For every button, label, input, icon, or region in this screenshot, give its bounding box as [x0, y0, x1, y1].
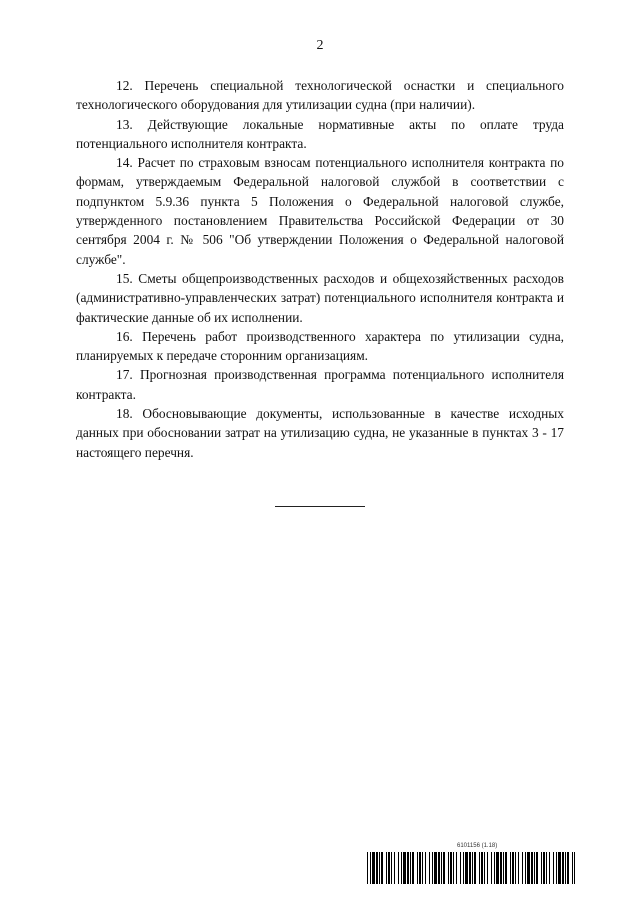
barcode-block [367, 842, 575, 886]
list-item-16: 16. Перечень работ производственного характера по утилизации судна, планируемых к передаче сторонним организациям. [76, 328, 564, 364]
barcode-caption: 6101156 (1.18) [457, 843, 498, 849]
list-item-17: 17. Прогнозная производственная программа потенциального исполнителя контракта. [76, 367, 564, 402]
barcode-image [367, 852, 575, 884]
end-divider [275, 506, 365, 507]
list-item-13: 13. Действующие локальные нормативные акты по оплате труда потенциального исполнителя контракта. [76, 116, 564, 151]
document-body [76, 76, 564, 462]
page-number: 2 [316, 38, 324, 53]
list-item-12: 12. Перечень специальной технологической оснастки и специального технологического оборудования для утилизации судна (при наличии). [76, 78, 564, 113]
list-item-18: 18. Обосновывающие документы, использованные в качестве исходных данных при обосновании затрат на утилизацию судна, не указанные в пунктах 3 - 17 настоящего перечня. [76, 406, 564, 460]
list-item-15: 15. Сметы общепроизводственных расходов и общехозяйственных расходов (административно-управленческих затрат) потенциального исполнителя контракта и фактические данные об их исполнении. [76, 270, 564, 325]
list-item-14: 14. Расчет по страховым взносам потенциального исполнителя контракта по формам, утверждаемым Федеральной налоговой службой в соответствии с подпунктом 5.9.36 пункта 5 Положения о Федеральной налоговой службе, утвержденного постановлением Правительства Российской Федерации от 30 сентября 2004 г. № 506 "Об утверждении Положения о Федеральной налоговой службе". [76, 155, 564, 267]
